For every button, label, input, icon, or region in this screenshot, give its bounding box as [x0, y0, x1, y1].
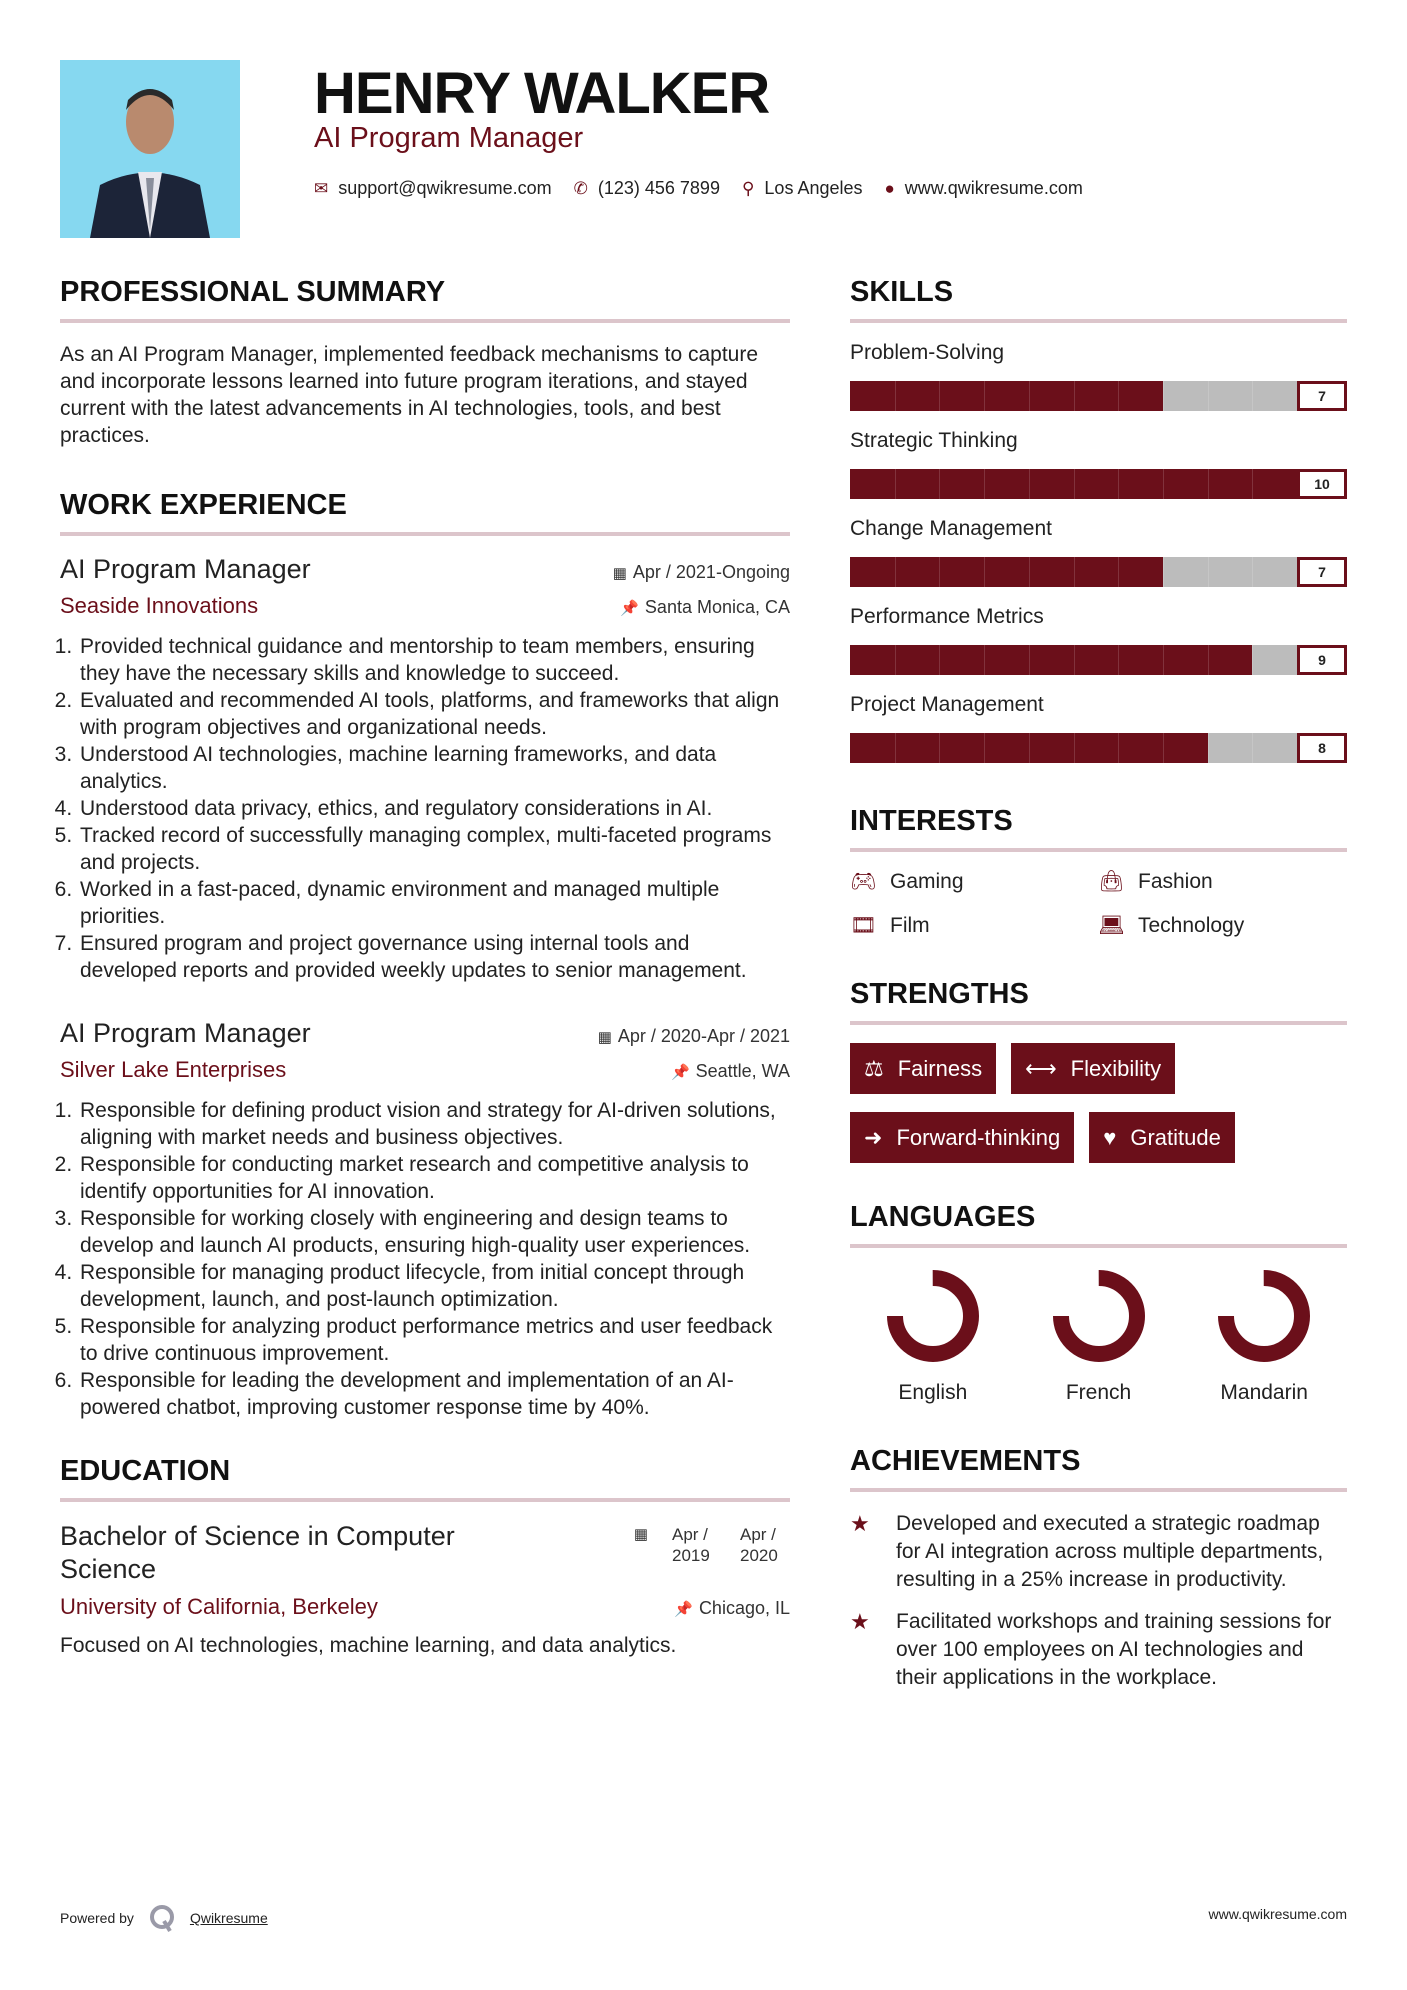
education-description: Focused on AI technologies, machine learning, and data analytics.: [60, 1634, 677, 1657]
interest-item: [1098, 914, 1346, 938]
calendar-icon: ▦: [597, 1029, 612, 1046]
job-location: Santa Monica, CA: [644, 597, 790, 617]
achievement-item: [850, 1510, 1347, 1594]
strength-label: Fairness: [897, 1055, 983, 1081]
skill-bar: [850, 645, 1347, 675]
job-header-row: [60, 554, 790, 585]
skill-bar-fill: [850, 645, 1252, 675]
footer-website[interactable]: www.qwikresume.com: [1208, 1906, 1347, 1922]
skill-bar-segment: [984, 469, 985, 499]
skill-label: Change Management: [850, 517, 1052, 540]
calendar-icon: ▦: [612, 565, 627, 582]
skill-bar-fill: [850, 381, 1163, 411]
contact-phone[interactable]: (123) 456 7899: [597, 178, 720, 198]
right-column: [850, 276, 1347, 1706]
job-date: Apr / 2020-Apr / 2021: [617, 1026, 790, 1046]
skill-label: Performance Metrics: [850, 605, 1044, 628]
interest-label: Gaming: [890, 870, 964, 893]
skill-bar-segment: [1163, 733, 1164, 763]
interest-item: [850, 870, 1098, 894]
job-bullet: 4. Responsible for managing product lifecycle, from initial concept through development, launch, and post-launch optimization.: [78, 1259, 790, 1313]
skill-bar-segment: [939, 645, 940, 675]
left-column: [60, 276, 790, 1659]
job-bullet: 2. Evaluated and recommended AI tools, platforms, and frameworks that align with program objectives and organizational needs.: [78, 687, 790, 741]
education-degree: Bachelor of Science in Computer Science: [60, 1521, 455, 1584]
skill-bar-segment: [1208, 381, 1209, 411]
job-entry: [60, 1018, 790, 1421]
skill-bar-segment: [1208, 557, 1209, 587]
qwikresume-logo-icon: [148, 1903, 176, 1933]
calendar-icon: ▦: [633, 1526, 648, 1543]
language-level-ring: [1214, 1266, 1314, 1366]
shopping-bag-icon: 👜︎: [1098, 870, 1125, 893]
job-company: Seaside Innovations: [60, 593, 259, 618]
arrow-right-icon: ➜: [864, 1124, 883, 1150]
qwikresume-link[interactable]: Qwikresume: [189, 1910, 268, 1926]
job-title: AI Program Manager: [60, 1018, 311, 1048]
skill-bar-segment: [1029, 733, 1030, 763]
pin-icon: 📌: [670, 1064, 690, 1081]
skill-bar-segment: [939, 557, 940, 587]
skill-bar-segment: [1074, 645, 1075, 675]
education-location: Chicago, IL: [698, 1598, 790, 1618]
strength-label: Forward-thinking: [896, 1124, 1061, 1150]
skill-bar-segment: [1029, 557, 1030, 587]
job-bullets: [60, 633, 790, 984]
strength-badge: [1089, 1112, 1235, 1163]
job-bullet: 5. Responsible for analyzing product performance metrics and user feedback to drive continuous improvement.: [78, 1313, 790, 1367]
job-bullet: 1. Provided technical guidance and mentorship to team members, ensuring they have the necessary skills and knowledge to succeed.: [78, 633, 790, 687]
education-start: Apr / 2019: [672, 1525, 710, 1565]
job-bullets: [60, 1097, 790, 1421]
interest-label: Film: [890, 914, 930, 937]
skill-bar: [850, 381, 1347, 411]
skill-bar-segment: [1074, 381, 1075, 411]
contact-website[interactable]: www.qwikresume.com: [904, 178, 1083, 198]
candidate-name: HENRY WALKER: [314, 61, 770, 126]
skill-bar-segment: [1163, 381, 1164, 411]
interests-heading: INTERESTS: [850, 805, 1347, 852]
language-item: [1181, 1266, 1347, 1405]
skill-value-box: 9: [1297, 645, 1347, 675]
job-bullet: 3. Responsible for working closely with engineering and design teams to develop and launch AI products, ensuring high-quality user experiences.: [78, 1205, 790, 1259]
skill-item: [850, 341, 1347, 411]
achievements-heading: ACHIEVEMENTS: [850, 1445, 1347, 1492]
strength-badge: [1011, 1043, 1175, 1094]
language-label: English: [898, 1381, 968, 1404]
achievement-item: [850, 1608, 1347, 1692]
skill-value-box: 8: [1297, 733, 1347, 763]
envelope-icon: ✉: [314, 178, 329, 198]
education-end: Apr / 2020: [740, 1525, 778, 1565]
job-bullet: 2. Responsible for conducting market research and competitive analysis to identify opportunities for AI innovation.: [78, 1151, 790, 1205]
film-icon: 🎞︎: [850, 914, 877, 937]
star-icon: ★: [850, 1511, 870, 1536]
interest-label: Technology: [1138, 914, 1245, 937]
skill-bar-segment: [939, 733, 940, 763]
job-bullet: 1. Responsible for defining product vision and strategy for AI-driven solutions, aligning with market needs and business objectives.: [78, 1097, 790, 1151]
skill-bar-segment: [1074, 557, 1075, 587]
skill-bar-segment: [1118, 557, 1119, 587]
skill-bar-segment: [984, 557, 985, 587]
language-level-arc: [1061, 1278, 1137, 1354]
skill-bar-segment: [1118, 469, 1119, 499]
skill-bar: [850, 733, 1347, 763]
skill-bar-segment: [895, 645, 896, 675]
language-level-ring: [1049, 1266, 1149, 1366]
skill-bar-segment: [1208, 645, 1209, 675]
skill-item: [850, 693, 1347, 763]
strength-label: Flexibility: [1070, 1055, 1162, 1081]
job-dates: [613, 562, 790, 583]
summary-text: As an AI Program Manager, implemented feedback mechanisms to capture and incorporate lessons learned into future program iterations, and stayed current with the latest advancements in AI technologies, tools, and best practices.: [60, 343, 759, 447]
job-location-wrap: [620, 597, 790, 618]
job-title: AI Program Manager: [60, 554, 311, 584]
skill-bar-segment: [1252, 557, 1253, 587]
skill-item: [850, 605, 1347, 675]
skill-bar: [850, 469, 1347, 499]
powered-by-text: Powered by: [60, 1910, 134, 1926]
language-level-arc: [895, 1278, 971, 1354]
skill-bar-segment: [939, 469, 940, 499]
contact-location: Los Angeles: [764, 178, 863, 198]
languages-heading: LANGUAGES: [850, 1201, 1347, 1248]
skill-bar-segment: [1029, 645, 1030, 675]
language-label: French: [1065, 1381, 1132, 1404]
skill-value-box: 7: [1297, 381, 1347, 411]
language-label: Mandarin: [1220, 1381, 1308, 1404]
skill-bar-segment: [1074, 469, 1075, 499]
job-dates: [598, 1026, 790, 1047]
map-marker-icon: ⚲: [741, 178, 755, 198]
skill-bar-segment: [895, 381, 896, 411]
skill-bar-segment: [984, 733, 985, 763]
skill-bar: [850, 557, 1347, 587]
skill-bar-segment: [1163, 557, 1164, 587]
gamepad-icon: 🎮︎: [850, 870, 877, 893]
job-bullet: 7. Ensured program and project governance using internal tools and developed reports and provided weekly updates to senior management.: [78, 930, 790, 984]
skill-bar-segment: [1252, 645, 1253, 675]
job-date: Apr / 2021-Ongoing: [632, 562, 790, 582]
skills-heading: SKILLS: [850, 276, 1347, 323]
contact-bar: [314, 178, 1083, 199]
skill-bar-segment: [1118, 645, 1119, 675]
language-level-ring: [883, 1266, 983, 1366]
job-bullet: 5. Tracked record of successfully managing complex, multi-faceted programs and projects.: [78, 822, 790, 876]
job-location: Seattle, WA: [695, 1061, 790, 1081]
phone-icon: ✆: [573, 178, 588, 198]
skill-value-box: 7: [1297, 557, 1347, 587]
job-company-row: [60, 593, 790, 619]
strength-badge: [850, 1112, 1074, 1163]
pin-icon: 📌: [620, 600, 639, 617]
skill-value-box: 10: [1297, 469, 1347, 499]
skill-bar-segment: [895, 733, 896, 763]
skill-bar-segment: [1118, 733, 1119, 763]
language-level-arc: [1226, 1278, 1302, 1354]
job-bullet: 3. Understood AI technologies, machine learning frameworks, and data analytics.: [78, 741, 790, 795]
job-company-row: [60, 1057, 790, 1083]
skill-item: [850, 517, 1347, 587]
skill-label: Problem-Solving: [850, 341, 1005, 364]
education-entry: [60, 1520, 790, 1659]
skill-bar-segment: [1163, 469, 1164, 499]
skill-bar-segment: [895, 557, 896, 587]
strengths-heading: STRENGTHS: [850, 978, 1347, 1025]
skill-bar-fill: [850, 557, 1163, 587]
interest-item: [850, 914, 1098, 938]
education-school: University of California, Berkeley: [60, 1594, 378, 1619]
heart-icon: ♥: [1103, 1124, 1117, 1150]
skill-bar-segment: [984, 645, 985, 675]
skill-bar-segment: [939, 381, 940, 411]
education-dates: [634, 1524, 790, 1566]
achievement-text: Developed and executed a strategic roadmap for AI integration across multiple departments, resulting in a 25% increase in productivity.: [896, 1512, 1324, 1591]
skill-bar-segment: [1252, 733, 1253, 763]
skill-bar-segment: [1074, 733, 1075, 763]
skill-label: Project Management: [850, 693, 1044, 716]
job-bullet: 6. Responsible for leading the development and implementation of an AI-powered chatbot, improving customer response time by 40%.: [78, 1367, 790, 1421]
candidate-title: AI Program Manager: [314, 122, 584, 154]
strength-label: Gratitude: [1130, 1124, 1221, 1150]
skill-bar-segment: [895, 469, 896, 499]
skill-bar-segment: [1029, 381, 1030, 411]
skill-bar-segment: [1208, 733, 1209, 763]
skill-label: Strategic Thinking: [850, 429, 1018, 452]
balance-scale-icon: ⚖: [864, 1055, 884, 1081]
globe-icon: ●: [884, 178, 895, 198]
pin-icon: 📌: [674, 1601, 693, 1618]
profile-photo: [60, 60, 240, 238]
experience-heading: WORK EXPERIENCE: [60, 489, 790, 536]
interest-item: [1098, 870, 1346, 894]
skill-bar-segment: [1029, 469, 1030, 499]
job-header-row: [60, 1018, 790, 1049]
job-company: Silver Lake Enterprises: [60, 1057, 287, 1082]
job-bullet: 4. Understood data privacy, ethics, and regulatory considerations in AI.: [78, 795, 790, 822]
skill-bar-segment: [1252, 469, 1253, 499]
skill-bar-segment: [1252, 381, 1253, 411]
language-item: [850, 1266, 1016, 1405]
arrows-horizontal-icon: ⟷: [1025, 1055, 1057, 1081]
skill-bar-segment: [984, 381, 985, 411]
language-item: [1016, 1266, 1182, 1405]
skill-item: [850, 429, 1347, 499]
job-bullet: 6. Worked in a fast-paced, dynamic environment and managed multiple priorities.: [78, 876, 790, 930]
strength-badge: [850, 1043, 996, 1094]
education-heading: EDUCATION: [60, 1455, 790, 1502]
skill-bar-segment: [1118, 381, 1119, 411]
skill-bar-segment: [1208, 469, 1209, 499]
summary-heading: PROFESSIONAL SUMMARY: [60, 276, 790, 323]
contact-email[interactable]: support@qwikresume.com: [338, 178, 552, 198]
job-entry: [60, 554, 790, 984]
footer-powered-by: [60, 1903, 268, 1933]
interest-label: Fashion: [1138, 870, 1213, 893]
star-icon: ★: [850, 1609, 870, 1634]
skill-bar-segment: [1163, 645, 1164, 675]
achievement-text: Facilitated workshops and training sessions for over 100 employees on AI technologies and their applications in the workplace.: [896, 1610, 1332, 1689]
job-location-wrap: [671, 1061, 790, 1082]
laptop-icon: 💻︎: [1098, 914, 1125, 937]
